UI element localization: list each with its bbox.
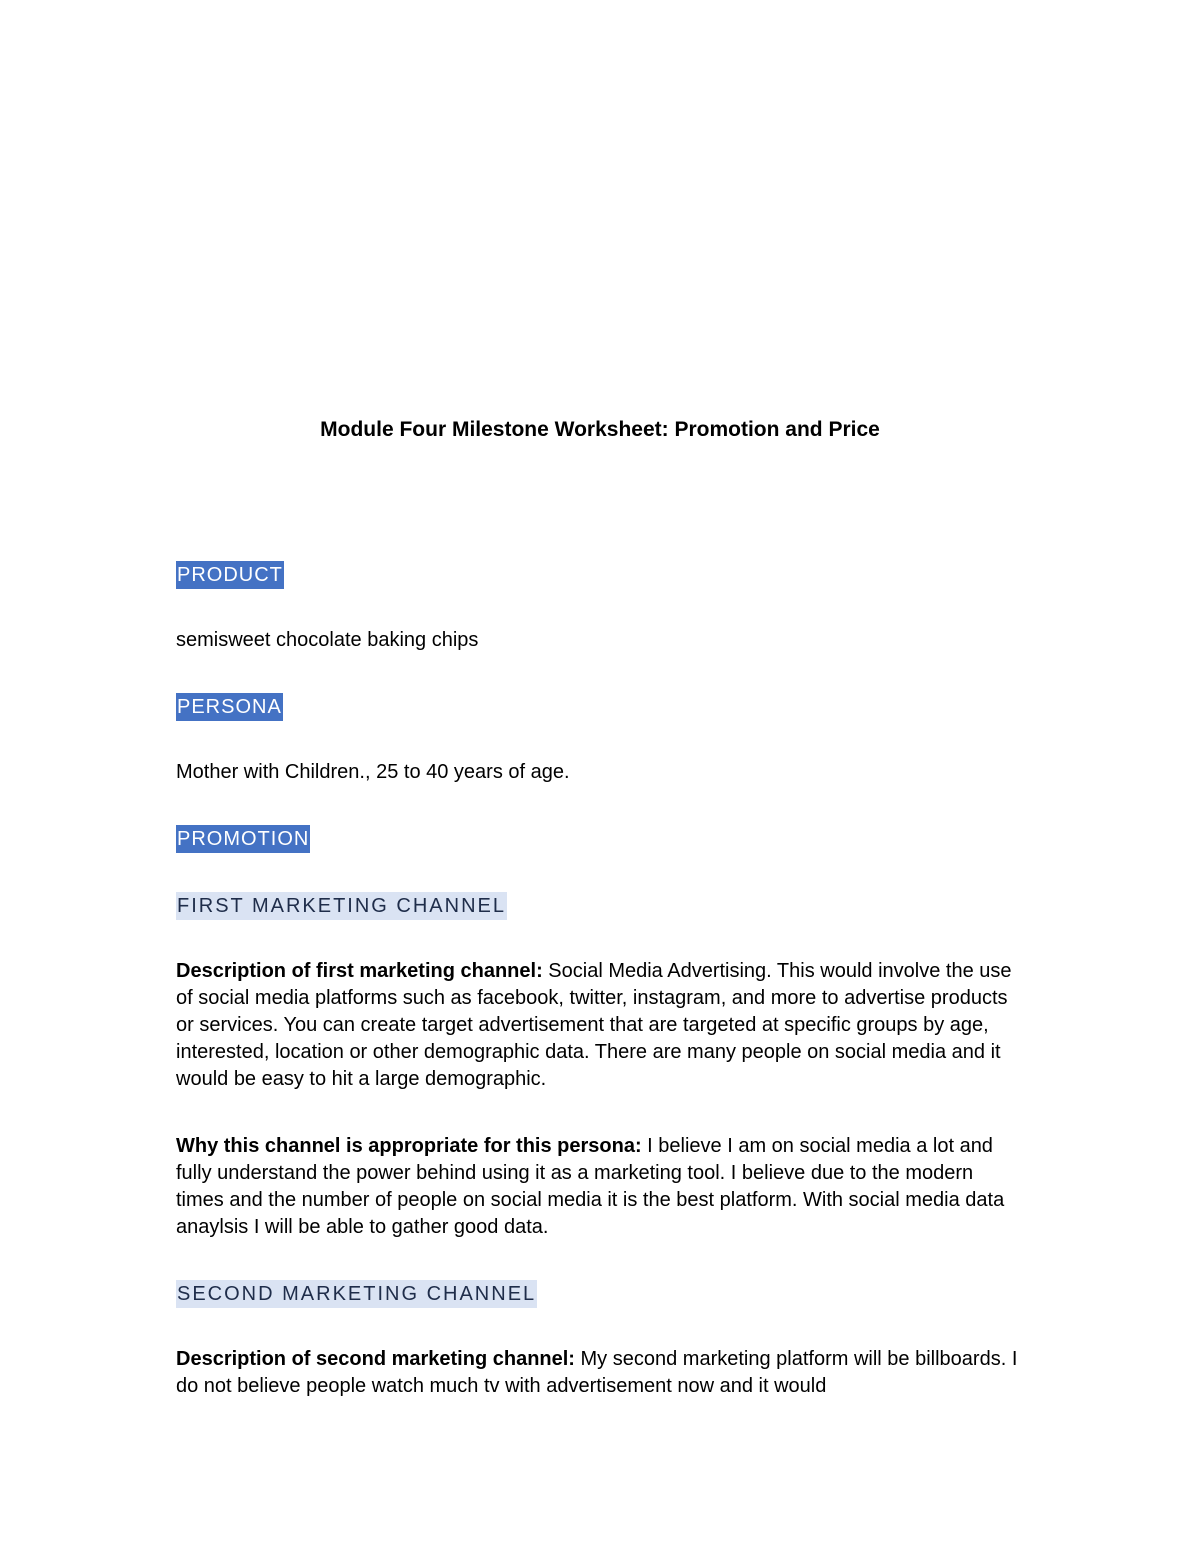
- persona-value-block: [176, 759, 1026, 786]
- persona-heading: PERSONA: [176, 693, 283, 721]
- promotion-heading: PROMOTION: [176, 825, 310, 853]
- first-channel-description-text: Social Media Advertising. This would involve the use of social media platforms such as facebook, twitter, instagram, and more to advertise products or services. You can create target advertisement that are targeted at specific groups by age, interested, location or other demographic data. There are many people on social media and it would be easy to hit a large demographic.: [176, 960, 1012, 1090]
- product-heading: PRODUCT: [176, 561, 284, 589]
- product-value: semisweet chocolate baking chips: [176, 629, 479, 651]
- first-channel-why-text: I believe I am on social media a lot and fully understand the power behind using it as a marketing tool. I believe due to the modern times and the number of people on social media it is the best platform. With social media data anaylsis I will be able to gather good data.: [176, 1135, 1005, 1238]
- second-channel-description-text: My second marketing platform will be billboards. I do not believe people watch much tv with advertisement now and it would: [176, 1348, 1018, 1397]
- first-channel-description-block: [176, 958, 1026, 1093]
- persona-value: Mother with Children., 25 to 40 years of age.: [176, 761, 570, 783]
- product-section: [176, 561, 1026, 589]
- second-channel-description-block: [176, 1346, 1026, 1400]
- product-value-block: [176, 627, 1026, 654]
- first-channel-why: [176, 1133, 1026, 1241]
- second-channel-description-label: Description of second marketing channel:: [176, 1348, 575, 1370]
- persona-section: [176, 693, 1026, 721]
- first-channel-why-block: [176, 1133, 1026, 1241]
- document-title: Module Four Milestone Worksheet: Promotion and Price: [320, 418, 880, 441]
- promotion-section: [176, 825, 1026, 853]
- second-channel-section: [176, 1280, 1026, 1308]
- first-channel-description: [176, 958, 1026, 1093]
- first-channel-heading: FIRST MARKETING CHANNEL: [176, 892, 507, 920]
- second-channel-heading: SECOND MARKETING CHANNEL: [176, 1280, 537, 1308]
- first-channel-why-label: Why this channel is appropriate for this persona:: [176, 1135, 642, 1157]
- first-channel-section: [176, 892, 1026, 920]
- first-channel-description-label: Description of first marketing channel:: [176, 960, 543, 982]
- second-channel-description: [176, 1346, 1026, 1400]
